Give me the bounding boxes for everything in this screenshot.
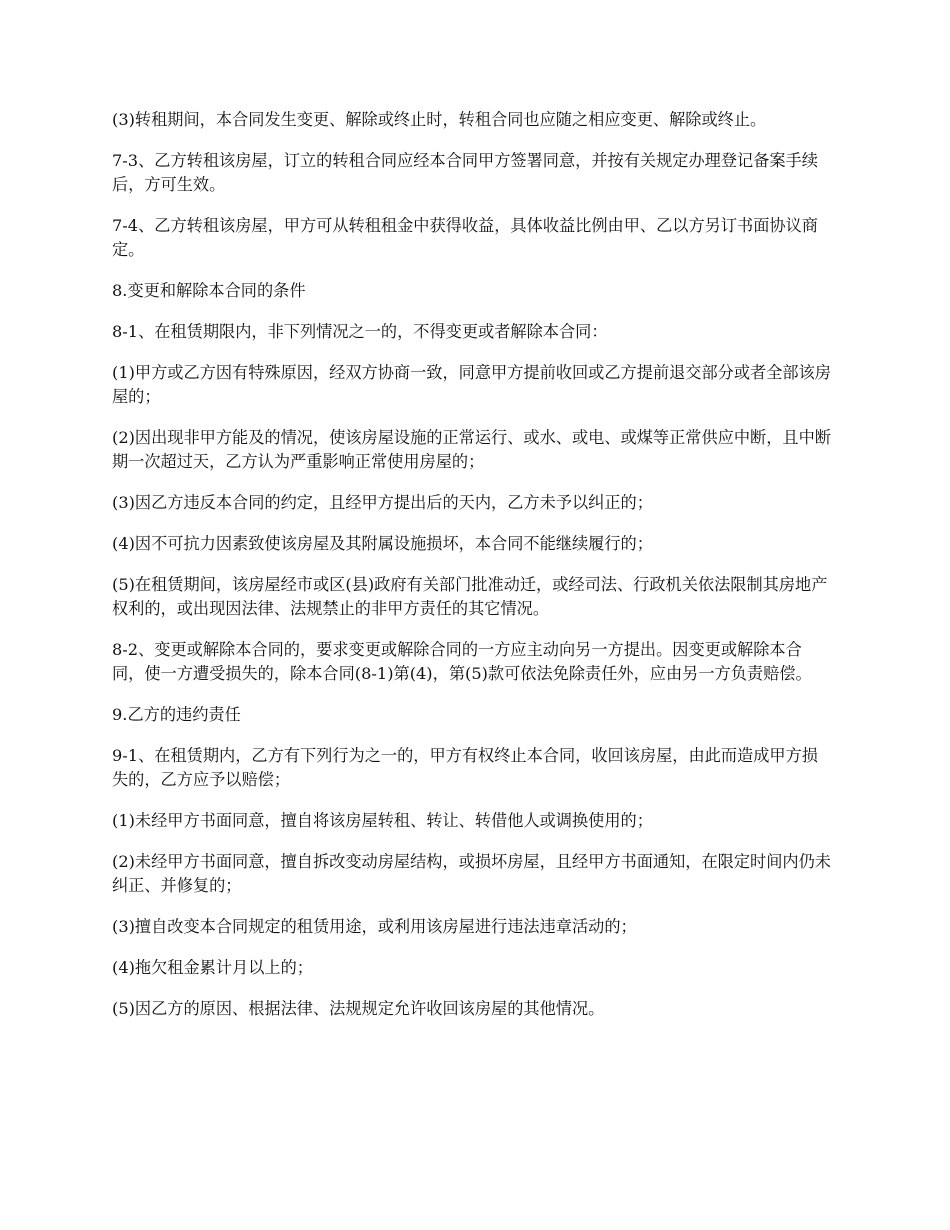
clause-8-1: 8-1、在租赁期限内，非下列情况之一的，不得变更或者解除本合同： — [112, 322, 608, 341]
clause-8-1-item-4: (4)因不可抗力因素致使该房屋及其附属设施损坏，本合同不能继续履行的； — [112, 534, 653, 553]
clause-9-1-item-1: (1)未经甲方书面同意，擅自将该房屋转租、转让、转借他人或调换使用的； — [112, 811, 653, 830]
clause-9-1-item-3: (3)擅自改变本合同规定的租赁用途，或利用该房屋进行违法违章活动的； — [112, 917, 637, 936]
clause-9-1-item-5: (5)因乙方的原因、根据法律、法规规定允许收回该房屋的其他情况。 — [112, 999, 605, 1018]
clause-8-1-item-5: (5)在租赁期间，该房屋经市或区(县)政府有关部门批准动迁，或经司法、行政机关依法限制其房地产权利的，或出现因法律、法规禁止的非甲方责任的其它情况。 — [112, 575, 828, 618]
document-body — [112, 108, 834, 1021]
clause-7-4: 7-4、乙方转租该房屋，甲方可从转租租金中获得收益，具体收益比例由甲、乙以方另订书面协议商定。 — [112, 216, 818, 259]
clause-8-2: 8-2、变更或解除本合同的，要求变更或解除合同的一方应主动向另一方提出。因变更或解除本合同，使一方遭受损失的，除本合同(8-1)第(4)，第(5)款可依法免除责任外，应由另一方负责赔偿。 — [112, 640, 812, 683]
clause-9-1-item-4: (4)拖欠租金累计月以上的； — [112, 958, 313, 977]
section-heading-9: 9.乙方的违约责任 — [112, 705, 241, 724]
clause-9-1-item-2: (2)未经甲方书面同意，擅自拆改变动房屋结构，或损坏房屋，且经甲方书面通知，在限定时间内仍未纠正、并修复的； — [112, 852, 831, 895]
section-heading-8: 8.变更和解除本合同的条件 — [112, 281, 306, 300]
clause-8-1-item-3: (3)因乙方违反本合同的约定，且经甲方提出后的天内，乙方未予以纠正的； — [112, 493, 653, 512]
clause-7-3: 7-3、乙方转租该房屋，订立的转租合同应经本合同甲方签署同意，并按有关规定办理登记备案手续后，方可生效。 — [112, 151, 818, 194]
clause-8-1-item-1: (1)甲方或乙方因有特殊原因，经双方协商一致，同意甲方提前收回或乙方提前退交部分或者全部该房屋的； — [112, 363, 831, 406]
clause-9-1: 9-1、在租赁期内，乙方有下列行为之一的，甲方有权终止本合同，收回该房屋，由此而造成甲方损失的，乙方应予以赔偿； — [112, 746, 818, 789]
clause-8-1-item-2: (2)因出现非甲方能及的情况，使该房屋设施的正常运行、或水、或电、或煤等正常供应中断，且中断期一次超过天，乙方认为严重影响正常使用房屋的； — [112, 428, 831, 471]
paragraph-sublease-change: (3)转租期间，本合同发生变更、解除或终止时，转租合同也应随之相应变更、解除或终止。 — [112, 110, 767, 129]
